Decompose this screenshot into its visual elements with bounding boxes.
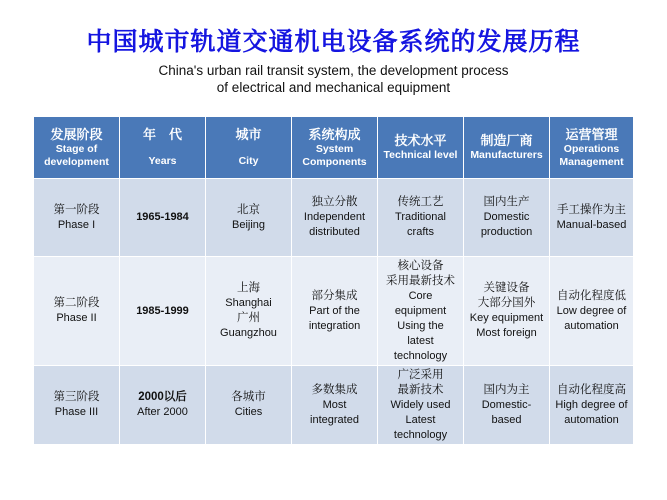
tech-l4: equipment bbox=[394, 304, 447, 317]
header-system-cn: 系统构成 bbox=[308, 126, 361, 142]
city-l2: Cities bbox=[234, 406, 263, 418]
table-row bbox=[34, 179, 634, 257]
tech-l2: 最新技术 bbox=[397, 383, 444, 396]
cell-ops bbox=[550, 179, 634, 257]
cell-stage bbox=[34, 257, 120, 366]
system-l2: Part of the bbox=[309, 304, 360, 317]
cell-system bbox=[292, 179, 378, 257]
stage-cn: 第一阶段 bbox=[53, 203, 100, 216]
header-stage-cn: 发展阶段 bbox=[50, 126, 103, 142]
cell-years bbox=[120, 179, 206, 257]
years-l2: After 2000 bbox=[137, 406, 188, 418]
header-system-en1: System bbox=[315, 142, 354, 155]
header-ops-en2: Management bbox=[559, 155, 624, 168]
header-ops-en1: Operations bbox=[563, 142, 620, 155]
cell-manu bbox=[464, 257, 550, 366]
cell-tech bbox=[378, 366, 464, 445]
header-stage-en1: Stage of bbox=[55, 142, 98, 155]
header-row bbox=[34, 117, 634, 179]
header-years bbox=[120, 117, 206, 179]
cell-stage bbox=[34, 366, 120, 445]
stage-cn: 第三阶段 bbox=[53, 391, 100, 403]
system-l3: integrated bbox=[310, 413, 359, 426]
header-system bbox=[292, 117, 378, 179]
ops-l1: 自动化程度低 bbox=[557, 289, 626, 302]
header-tech-cn: 技术水平 bbox=[394, 133, 447, 148]
header-tech-en: Technical level bbox=[383, 149, 458, 161]
city-l1: 各城市 bbox=[231, 391, 266, 403]
ops-l1: 手工操作为主 bbox=[557, 203, 626, 216]
tech-l2: Traditional bbox=[395, 211, 446, 223]
tech-l3: crafts bbox=[407, 226, 434, 238]
tech-l5: technology bbox=[393, 428, 448, 441]
header-ops bbox=[550, 117, 634, 179]
header-city-cn: 城市 bbox=[235, 127, 262, 142]
manu-l2: Domestic bbox=[483, 211, 530, 223]
header-city-en: City bbox=[238, 155, 259, 167]
development-table bbox=[33, 116, 634, 445]
tech-l1: 传统工艺 bbox=[397, 196, 444, 208]
manu-l1: 国内生产 bbox=[483, 196, 530, 208]
ops-l1: 自动化程度高 bbox=[557, 383, 626, 396]
slide-title: 中国城市轨道交通机电设备系统的发展历程 bbox=[86, 27, 581, 56]
ops-l2: Low degree of bbox=[556, 304, 627, 317]
header-city bbox=[206, 117, 292, 179]
header-manu-en: Manufacturers bbox=[470, 149, 543, 161]
system-l1: 多数集成 bbox=[311, 383, 358, 396]
ops-l2: High degree of bbox=[555, 398, 628, 411]
header-manu bbox=[464, 117, 550, 179]
manu-l3: Key equipment bbox=[469, 312, 544, 324]
subtitle-line-2: of electrical and mechanical equipment bbox=[216, 80, 451, 95]
system-l3: distributed bbox=[309, 226, 360, 238]
city-l3: 广州 bbox=[237, 312, 260, 324]
header-stage-en2: development bbox=[44, 155, 109, 168]
header-tech bbox=[378, 117, 464, 179]
tech-l3: Widely used bbox=[390, 398, 451, 411]
header-stage bbox=[34, 117, 120, 179]
cell-years bbox=[120, 257, 206, 366]
city-l1: 北京 bbox=[237, 203, 260, 216]
ops-l3: automation bbox=[564, 319, 619, 332]
stage-en: Phase II bbox=[56, 312, 97, 324]
stage-en: Phase III bbox=[54, 406, 99, 418]
header-years-cn: 年 代 bbox=[142, 127, 182, 142]
manu-l1: 国内为主 bbox=[483, 383, 530, 396]
system-l3: integration bbox=[308, 319, 361, 332]
tech-l4: Latest bbox=[405, 413, 436, 426]
header-years-en: Years bbox=[148, 155, 177, 167]
stage-en: Phase I bbox=[57, 218, 96, 231]
manu-l4: Most foreign bbox=[476, 327, 537, 339]
city-l2: Shanghai bbox=[225, 297, 272, 309]
manu-l3: based bbox=[491, 413, 522, 426]
cell-years bbox=[120, 366, 206, 445]
manu-l1: 关键设备 bbox=[483, 282, 530, 294]
manu-l3: production bbox=[480, 226, 533, 238]
header-system-en2: Components bbox=[302, 155, 367, 168]
city-l1: 上海 bbox=[237, 282, 260, 294]
ops-l2: Manual-based bbox=[556, 218, 627, 231]
table-row bbox=[34, 257, 634, 366]
tech-l1: 广泛采用 bbox=[397, 368, 444, 381]
system-l2: Most bbox=[322, 398, 347, 411]
cell-ops bbox=[550, 257, 634, 366]
manu-l2: Domestic- bbox=[481, 398, 532, 411]
cell-tech bbox=[378, 179, 464, 257]
years-l1: 1985-1999 bbox=[136, 304, 189, 317]
system-l1: 部分集成 bbox=[311, 289, 358, 302]
cell-ops bbox=[550, 366, 634, 445]
slide-subtitle bbox=[0, 62, 667, 96]
tech-l2: 采用最新技术 bbox=[386, 274, 455, 287]
cell-manu bbox=[464, 366, 550, 445]
stage-cn: 第二阶段 bbox=[53, 297, 100, 309]
cell-manu bbox=[464, 179, 550, 257]
subtitle-line-1: China's urban rail transit system, the development process bbox=[158, 63, 509, 78]
cell-system bbox=[292, 257, 378, 366]
cell-tech bbox=[378, 257, 464, 366]
cell-city bbox=[206, 257, 292, 366]
header-manu-cn: 制造厂商 bbox=[480, 133, 533, 148]
system-l2: Independent bbox=[303, 211, 366, 223]
tech-l3: Core bbox=[408, 289, 433, 302]
cell-city bbox=[206, 366, 292, 445]
table-row bbox=[34, 366, 634, 445]
cell-stage bbox=[34, 179, 120, 257]
tech-l7: technology bbox=[393, 349, 448, 362]
manu-l2: 大部分国外 bbox=[477, 297, 536, 309]
cell-system bbox=[292, 366, 378, 445]
tech-l6: latest bbox=[407, 334, 434, 347]
tech-l1: 核心设备 bbox=[397, 259, 444, 272]
ops-l3: automation bbox=[564, 413, 619, 426]
tech-l5: Using the bbox=[397, 319, 444, 332]
city-l4: Guangzhou bbox=[220, 327, 277, 339]
years-l1: 2000以后 bbox=[138, 391, 187, 403]
city-l2: Beijing bbox=[231, 218, 266, 231]
years-l1: 1965-1984 bbox=[136, 211, 189, 223]
system-l1: 独立分散 bbox=[311, 196, 358, 208]
cell-city bbox=[206, 179, 292, 257]
header-ops-cn: 运营管理 bbox=[565, 126, 618, 142]
